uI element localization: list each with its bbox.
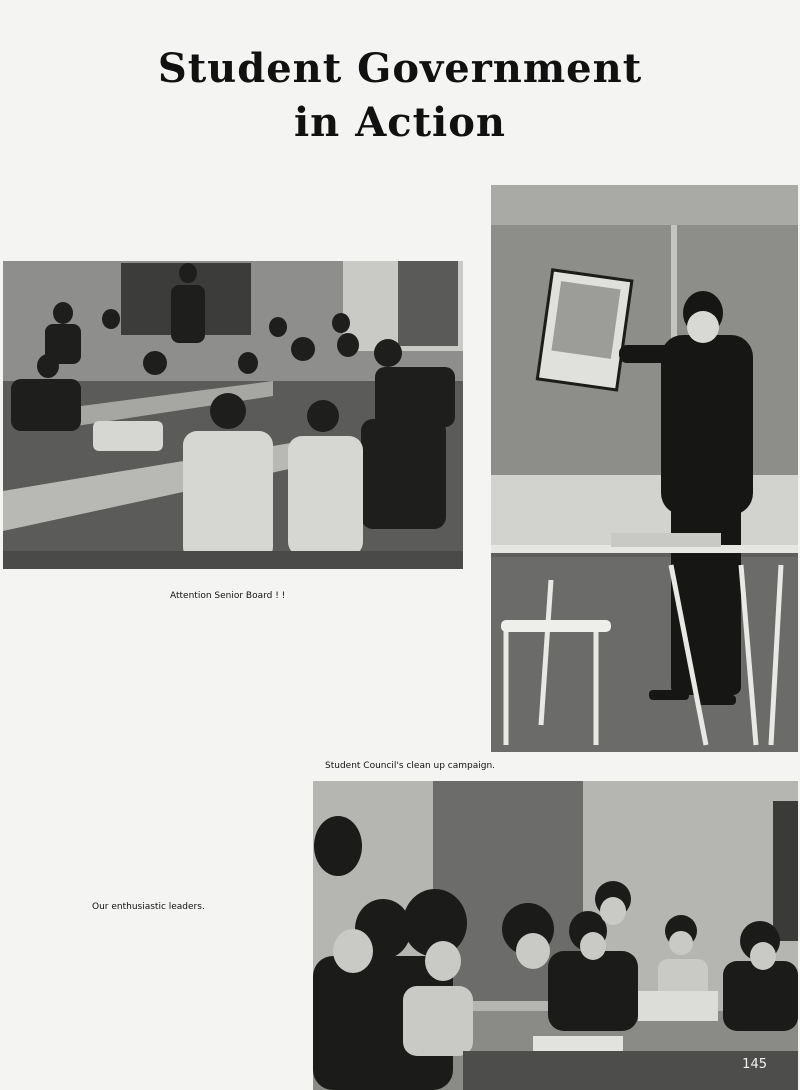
page-number: 145 [742,1057,767,1072]
senior-board-illustration [3,261,463,569]
clean-up-campaign-photo [491,185,798,752]
clean-up-campaign-caption: Student Council's clean up campaign. [325,761,496,771]
page-title-line-1: Student Government [157,45,643,92]
enthusiastic-leaders-photo [313,781,798,1090]
clean-up-campaign-illustration [491,185,798,752]
senior-board-caption: Attention Senior Board ! ! [170,591,286,601]
senior-board-photo [3,261,463,569]
enthusiastic-leaders-illustration [313,781,798,1090]
enthusiastic-leaders-caption: Our enthusiastic leaders. [92,902,205,912]
page-title-line-2: in Action [293,99,507,146]
